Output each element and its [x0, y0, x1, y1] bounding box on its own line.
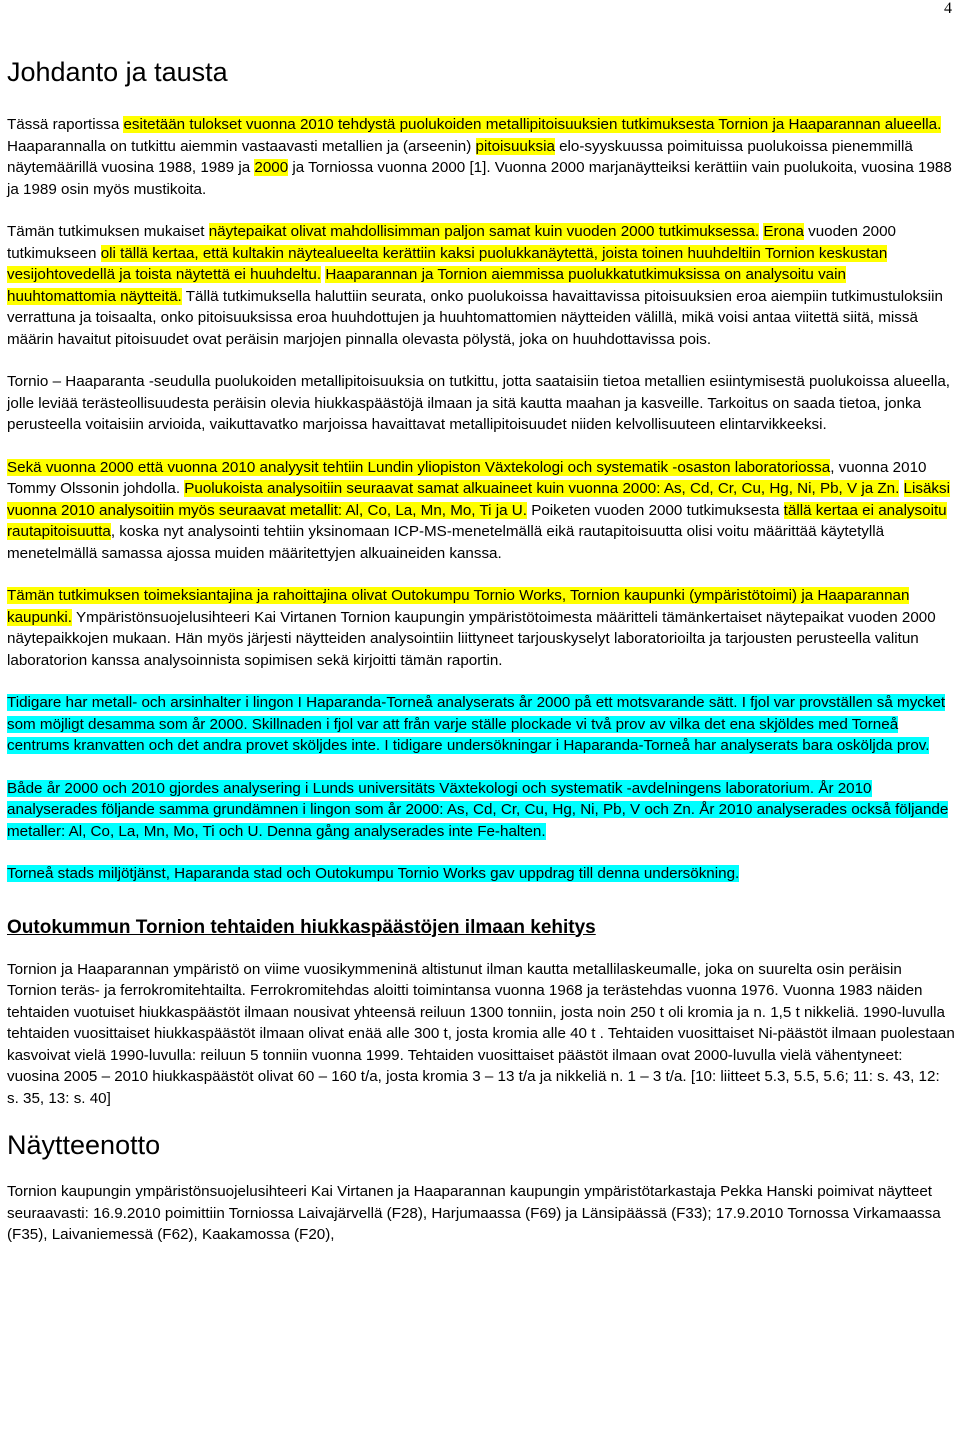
text-run: Haaparannalla on tutkittu aiemmin vastaavasti metallien ja (arseenin)	[7, 137, 476, 155]
document-body	[7, 54, 955, 1246]
paragraph-6-swedish	[7, 692, 955, 757]
paragraph-4	[7, 457, 955, 565]
text-run: tällä kertaa ei analysoitu rautapitoisuutta	[7, 501, 947, 540]
text-run: Poiketen vuoden 2000 tutkimuksesta	[527, 501, 784, 519]
text-run: Tornio – Haaparanta -seudulla puolukoiden metallipitoisuuksia on tutkittu, jotta saataisiin tietoa metallien esiintymisestä puolukoissa alueella, jolle leviää terästeollisuudesta peräisin olevia hiukkaspäästöjä ilmaan ja sitä kautta maahan ja kasveille. Tarkoitus on saada tietoa, jonka perusteella voitaisiin arvioida, vaikuttavatko marjoissa havaittavat metallipitoisuudet niiden kelvollisuuteen elintarvikkeeksi.	[7, 373, 951, 433]
text-run: Puolukoista analysoitiin seuraavat samat alkuaineet kuin vuonna 2000: As, Cd, Cr, Cu, Hg, Ni, Pb, V ja Zn.	[184, 480, 900, 497]
heading-emissions: Outokummun Tornion tehtaiden hiukkaspäästöjen ilmaan kehitys	[7, 916, 596, 938]
text-run: , koska nyt analysointi tehtiin yksinomaan ICP-MS-menetelmällä eikä rautapitoisuutta olisi voitu määrittää käytetyllä menetelmällä samassa ajossa muiden määritettyjen alkuaineiden kanssa.	[7, 523, 885, 562]
paragraph-8-swedish	[7, 863, 955, 885]
text-run: elo-syyskuussa poimituissa puolukoissa pienemmillä näytemäärillä vuosina 1988, 1989 ja	[7, 137, 913, 176]
paragraph-3	[7, 371, 955, 436]
heading-sampling: Näytteenotto	[7, 1130, 161, 1160]
text-run: oli tällä kertaa, että kultakin näytealueelta kerättiin kaksi puolukkanäytettä, joista toinen huuhdeltiin Tornion keskustan vesijohtovedellä ja toista näytettä ei huuhdeltu.	[7, 244, 888, 283]
paragraph-7-swedish	[7, 778, 955, 843]
text-run: Erona	[763, 223, 804, 240]
heading-introduction: Johdanto ja tausta	[7, 57, 228, 87]
text-run: esitetään tulokset vuonna 2010 tehdystä puolukoiden metallipitoisuuksien tutkimuksesta Tornion ja Haaparannan alueella.	[123, 116, 942, 133]
text-run	[899, 480, 903, 497]
page-number: 4	[944, 0, 952, 17]
text-run: ja Torniossa vuonna 2000 [1]. Vuonna 2000 marjanäytteiksi kerättiin vain puolukoita, vuosina 1988 ja 1989 osin myös mustikoita.	[7, 159, 952, 198]
text-run: vuoden 2000 tutkimukseen	[7, 223, 896, 262]
text-run: Torneå stads miljötjänst, Haparanda stad och Outokumpu Tornio Works gav uppdrag till denna undersökning.	[7, 865, 740, 882]
text-run: näytepaikat olivat mahdollisimman paljon samat kuin vuoden 2000 tutkimuksessa.	[208, 223, 760, 240]
text-run: , vuonna 2010 Tommy Olssonin johdolla.	[7, 458, 927, 497]
paragraph-9	[7, 959, 955, 1110]
text-run: Både år 2000 och 2010 gjordes analysering i Lunds universitäts Växtekologi och systematik -avdelningens laboratorium. År 2010 analyserades följande samma grundämnen i lingon som år 2000: As, Cd, Cr, Cu, Hg, Ni, Pb, V och Zn. År 2010 analyserades också följande metaller: Al, Co, La, Mn, Mo, Ti och U. Denna gång analyserades inte Fe-halten.	[7, 779, 949, 840]
paragraph-2	[7, 221, 955, 350]
text-run: Sekä vuonna 2000 että vuonna 2010 analyysit tehtiin Lundin yliopiston Växtekologi och systematik -osaston laboratoriossa	[7, 458, 831, 476]
text-run: Tornion kaupungin ympäristönsuojelusihteeri Kai Virtanen ja Haaparannan kaupungin ympäristötarkastaja Pekka Hanski poimivat näytteet seuraavasti: 16.9.2010 poimittiin Torniossa Laivajärvellä (F28), Harjumaassa (F69) ja Länsipäässä (F33); 17.9.2010 Tornossa Virkamaassa (F35), Laivaniemessä (F62), Kaakamossa (F20),	[7, 1183, 941, 1243]
paragraph-10	[7, 1181, 955, 1246]
text-run: Lisäksi vuonna 2010 analysoitiin myös seuraavat metallit: Al, Co, La, Mn, Mo, Ti ja U.	[7, 480, 950, 519]
text-run: Ympäristönsuojelusihteeri Kai Virtanen Tornion kaupungin ympäristötoimesta määritteli tämänkertaiset näytepaikat vuoden 2000 näytepaikkojen mukaan. Hän myös järjesti näytteiden analysointiin liittyneet tarjouskyselyt laboratorioilta ja tarjousten perusteella valitun laboratorion kanssa analysoinnista sopimisen sekä kirjoitti tämän raportin.	[7, 608, 936, 669]
text-run: Haaparannan ja Tornion aiemmissa puolukkatutkimuksissa on analysoitu vain huuhtomattomia näytteitä.	[7, 266, 846, 305]
text-run: 2000	[254, 159, 289, 176]
text-run: Tämän tutkimuksen mukaiset	[7, 223, 209, 240]
text-run: Tämän tutkimuksen toimeksiantajina ja rahoittajina olivat Outokumpu Tornio Works, Tornion kaupunki (ympäristötoimi) ja Haaparannan kaupunki.	[7, 587, 910, 626]
text-run: Tidigare har metall- och arsinhalter i lingon I Haparanda-Torneå analyserats år 2000 på ett motsvarande sätt. I fjol var provställen så mycket som möjligt desamma som år 2000. Skillnaden i fjol var att från varje ställe plockade vi två prov av vilka det ena skjöldes med Torneå centrums kranvatten och det andra provet sköljdes inte. I tidigare undersökningar i Haparanda-Torneå har analyserats bara osköljda prov.	[7, 694, 946, 754]
paragraph-1	[7, 114, 955, 200]
text-run: Tässä raportissa	[7, 116, 124, 133]
text-run: Tällä tutkimuksella haluttiin seurata, onko puolukoissa havaittavissa pitoisuuksien eroa aiempiin tutkimustuloksiin verrattuna ja toisaalta, onko pitoisuuksissa eroa huuhdottujen ja huuhtomattomien näytteiden välillä, mikä voisi antaa viitettä siitä, missä määrin havaitut pitoisuudet ovat peräisin marjojen pinnalla olevasta pölystä, joka on huuhdottavissa pois.	[7, 287, 943, 348]
text-run: Tornion ja Haaparannan ympäristö on viime vuosikymmeninä altistunut ilman kautta metallilaskeumalle, joka on suurelta osin peräisin Tornion teräs- ja ferrokromitehtailta. Ferrokromitehdas aloitti toimintansa vuonna 1968 ja terästehdas vuonna 1976. Vuonna 1983 näiden tehtaiden vuotuiset hiukkaspäästöt ilmaan nousivat yhteensä reiluun 1300 tonniin, josta noin 250 t oli kromia ja n. 1,5 t nikkeliä. 1990-luvulla tehtaiden vuosittaiset hiukkaspäästöt ilmaan olivat enää alle 300 t, josta kromia alle 40 t . Tehtaiden vuosittaiset Ni-päästöt ilmaan puolestaan kasvoivat vielä 1990-luvulla: reiluun 5 tonniin vuonna 1999. Tehtaiden vuosittaiset päästöt ilmaan ovat 2000-luvulla vielä vähentyneet: vuosina 2005 – 2010 hiukkaspäästöt olivat 60 – 160 t/a, josta kromia 3 – 13 t/a ja nikkeliä n. 1 – 3 t/a. [10: liitteet 5.3, 5.5, 5.6; 11: s. 43, 12: s. 35, 13: s. 40]	[7, 960, 955, 1107]
paragraph-5	[7, 585, 955, 671]
text-run: pitoisuuksia	[475, 137, 555, 155]
